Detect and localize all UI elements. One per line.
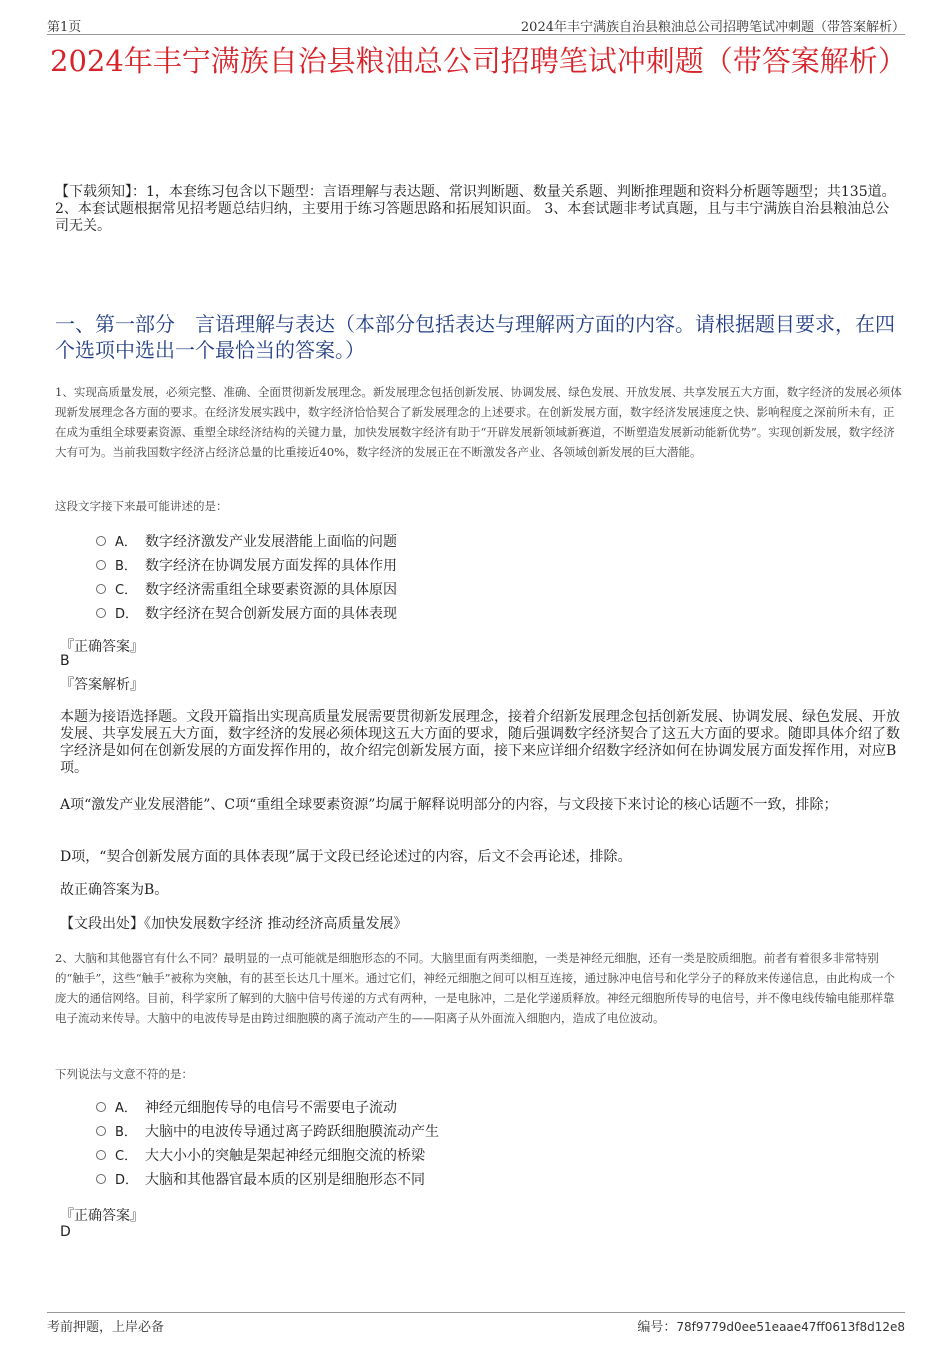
analysis-paragraph: 故正确答案为B。 bbox=[60, 882, 169, 898]
source-citation: 【文段出处】《加快发展数字经济 推动经济高质量发展》 bbox=[60, 916, 408, 932]
radio-icon[interactable] bbox=[96, 584, 106, 594]
code-label: 编号： bbox=[637, 1320, 677, 1335]
page-header bbox=[47, 14, 905, 35]
option-key: A． bbox=[115, 1101, 137, 1116]
option-a[interactable] bbox=[96, 1096, 439, 1120]
option-c[interactable] bbox=[96, 578, 397, 602]
option-key: D． bbox=[115, 1173, 139, 1188]
option-d[interactable] bbox=[96, 602, 397, 626]
option-b[interactable] bbox=[96, 1120, 439, 1144]
radio-icon[interactable] bbox=[96, 536, 106, 546]
option-text: 数字经济在契合创新发展方面的具体表现 bbox=[145, 606, 397, 622]
option-text: 数字经济激发产业发展潜能上面临的问题 bbox=[145, 534, 397, 550]
correct-answer: D bbox=[60, 1224, 71, 1240]
option-text: 大大小小的突触是架起神经元细胞交流的桥梁 bbox=[145, 1148, 425, 1164]
analysis-paragraph: 本题为接语选择题。文段开篇指出实现高质量发展需要贯彻新发展理念，接着介绍新发展理念包括创新发展、协调发展、绿色发展、开放发展、共享发展五大方面，数字经济的发展必须体现这五大方面的要求，随后强调数字经济契合了这五大方面的要求。随即具体介绍了数字经济是如何在创新发展的方面发挥作用的，故介绍完创新发展方面，接下来应详细介绍数字经济如何在协调发展方面发挥作用，对应B项。 bbox=[60, 709, 900, 776]
page-footer bbox=[47, 1312, 905, 1335]
question-1-prompt: 这段文字接下来最可能讲述的是： bbox=[55, 499, 228, 513]
option-text: 数字经济需重组全球要素资源的具体原因 bbox=[145, 582, 397, 598]
correct-answer-label: 『正确答案』 bbox=[60, 639, 144, 655]
correct-answer: B bbox=[60, 653, 70, 669]
question-2-text: 2、大脑和其他器官有什么不同？最明显的一点可能就是细胞形态的不同。大脑里面有两类细胞，一类是神经元细胞，还有一类是胶质细胞。前者有着很多非常特别的“触手”，这些“触手”被称为突触，有的甚至长达几十厘米。通过它们，神经元细胞之间可以相互连接，通过脉冲电信号和化学分子的释放来传递信息，由此构成一个庞大的通信网络。目前，科学家所了解到的大脑中信号传递的方式有两种，一是电脉冲，二是化学递质释放。神经元细胞所传导的电信号，并不像电线传输电能那样靠电子流动来传导。大脑中的电波传导是由跨过细胞膜的离子流动产生的——阳离子从外面流入细胞内，造成了电位波动。 bbox=[55, 951, 896, 1025]
option-text: 神经元细胞传导的电信号不需要电子流动 bbox=[145, 1100, 397, 1116]
option-key: D． bbox=[115, 607, 139, 622]
analysis-paragraph: A项“激发产业发展潜能”、C项“重组全球要素资源”均属于解释说明部分的内容，与文段接下来讨论的核心话题不一致，排除； bbox=[60, 797, 838, 813]
download-notice: 【下载须知】：1，本套练习包含以下题型：言语理解与表达题、常识判断题、数量关系题、判断推理题和资料分析题等题型；共135道。 2、本套试题根据常见招考题总结归纳，主要用于练习答题思路和拓展知识面。 3、本套试题非考试真题，且与丰宁满族自治县粮油总公司无关。 bbox=[55, 184, 896, 234]
option-c[interactable] bbox=[96, 1144, 439, 1168]
footer-slogan: 考前押题，上岸必备 bbox=[47, 1320, 165, 1335]
page-number: 第1页 bbox=[47, 20, 82, 35]
document-title: 2024年丰宁满族自治县粮油总公司招聘笔试冲刺题（带答案解析） bbox=[50, 44, 907, 78]
option-b[interactable] bbox=[96, 554, 397, 578]
option-key: B． bbox=[115, 1125, 137, 1140]
section-heading: 一、第一部分 言语理解与表达（本部分包括表达与理解两方面的内容。请根据题目要求，在四个选项中选出一个最恰当的答案。） bbox=[55, 312, 895, 362]
header-doc-title: 2024年丰宁满族自治县粮油总公司招聘笔试冲刺题（带答案解析） bbox=[520, 20, 905, 35]
question-2-options bbox=[96, 1096, 439, 1192]
option-a[interactable] bbox=[96, 530, 397, 554]
question-1-text: 1、实现高质量发展，必须完整、准确、全面贯彻新发展理念。新发展理念包括创新发展、协调发展、绿色发展、开放发展、共享发展五大方面，数字经济的发展必须体现新发展理念各方面的要求。在经济发展实践中，数字经济恰恰契合了新发展理念的上述要求。在创新发展方面，数字经济发展速度之快、影响程度之深前所未有，正在成为重组全球要素资源、重塑全球经济结构的关键力量，加快发展数字经济有助于“开辟发展新领域新赛道，不断塑造发展新动能新优势”。实现创新发展，数字经济大有可为。当前我国数字经济占经济总量的比重接近40%，数字经济的发展正在不断激发各产业、各领域创新发展的巨大潜能。 bbox=[55, 385, 902, 459]
radio-icon[interactable] bbox=[96, 1174, 106, 1184]
analysis-paragraph: D项，“契合创新发展方面的具体表现”属于文段已经论述过的内容，后文不会再论述，排除。 bbox=[60, 849, 632, 865]
question-2-prompt: 下列说法与文意不符的是： bbox=[55, 1067, 193, 1081]
radio-icon[interactable] bbox=[96, 560, 106, 570]
option-key: A． bbox=[115, 535, 137, 550]
correct-answer-label: 『正确答案』 bbox=[60, 1208, 144, 1224]
option-key: B． bbox=[115, 559, 137, 574]
radio-icon[interactable] bbox=[96, 1126, 106, 1136]
document-code bbox=[637, 1316, 905, 1335]
radio-icon[interactable] bbox=[96, 608, 106, 618]
option-text: 数字经济在协调发展方面发挥的具体作用 bbox=[145, 558, 397, 574]
code-value: 78f9779d0ee51eaae47ff0613f8d12e8 bbox=[676, 1320, 905, 1334]
option-key: C． bbox=[115, 583, 138, 598]
radio-icon[interactable] bbox=[96, 1102, 106, 1112]
question-1-options bbox=[96, 530, 397, 626]
option-text: 大脑中的电波传导通过离子跨跃细胞膜流动产生 bbox=[145, 1124, 439, 1140]
analysis-label: 『答案解析』 bbox=[60, 677, 144, 693]
radio-icon[interactable] bbox=[96, 1150, 106, 1160]
option-key: C． bbox=[115, 1149, 138, 1164]
option-d[interactable] bbox=[96, 1168, 439, 1192]
option-text: 大脑和其他器官最本质的区别是细胞形态不同 bbox=[145, 1172, 425, 1188]
